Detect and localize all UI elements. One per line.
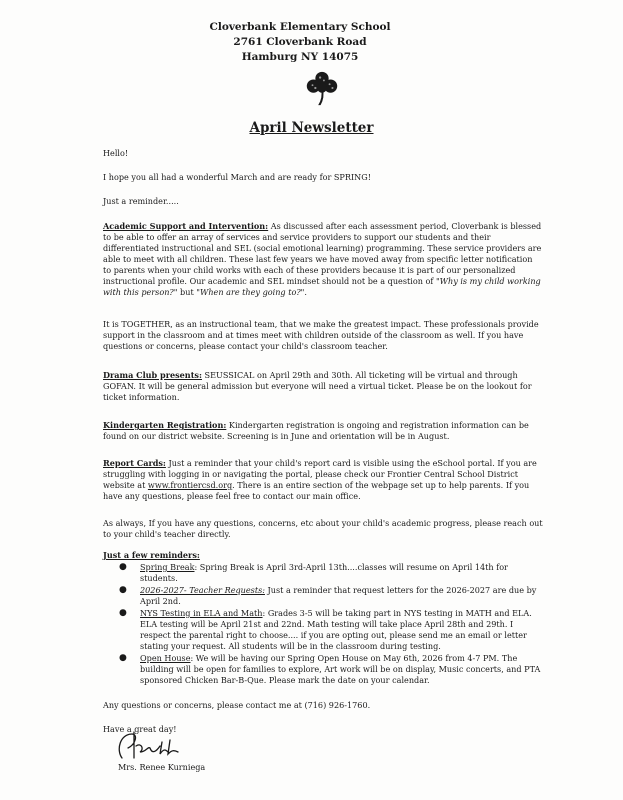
reminders-heading: [103, 550, 543, 561]
academic-section: [103, 221, 543, 298]
academic-end: ".: [300, 287, 307, 297]
greeting: Hello!: [103, 148, 129, 158]
reminders-list: [103, 562, 543, 687]
drama-section: [103, 370, 543, 403]
academic-body: As discussed after each assessment period, Cloverbank is blessed to be able to offer an array of services and service providers to support our students and their differentiated instructional and SEL (social emotional learning) programming. These service providers are able to meet with all children. These last few years we have moved away from specific letter notification to parents when your child works with each of these providers because it is part of our personalized instructional profile. Our academic and SEL mindset should not be a question of ": [103, 221, 542, 286]
reminder-label: Open House: [140, 653, 191, 663]
report-section: [103, 458, 543, 502]
bullet-icon: ●: [119, 585, 127, 595]
school-city: Hamburg NY 14075: [241, 51, 359, 63]
list-item: [103, 608, 543, 652]
bullet-icon: ●: [119, 562, 127, 572]
reminders-heading-text: Just a few reminders:: [103, 550, 200, 560]
together-paragraph: It is TOGETHER, as an instructional team, that we make the greatest impact. These professionals provide support in the classroom and at times meet with children outside of the classroom as well. If you have questions or concerns, please contact your child's classroom teacher.: [103, 319, 539, 351]
bullet-icon: ●: [119, 653, 127, 663]
signer-name: Mrs. Renee Kurniega: [118, 762, 206, 772]
closing-line: Have a great day!: [103, 724, 177, 734]
kindergarten-body: Kindergarten registration is ongoing and registration information can be found on our district website. Screening is in June and orientation will be in August.: [103, 420, 529, 441]
academic-question-2: When are they going to?: [200, 287, 301, 297]
intro-text: I hope you all had a wonderful March and are ready for SPRING!: [103, 172, 371, 182]
reminder-label: 2026-2027- Teacher Requests:: [140, 585, 265, 595]
bullet-icon: ●: [119, 608, 127, 618]
drama-body: SEUSSICAL on April 29th and 30th. All ticketing will be virtual and through GOFAN. It will be general admission but everyone will need a virtual ticket. Please be on the lookout for ticket information.: [103, 370, 532, 402]
reminder-label: NYS Testing in ELA and Math: [140, 608, 263, 618]
newsletter-title: April Newsletter: [249, 120, 374, 136]
reminder-text: : Spring Break is April 3rd-April 13th....classes will resume on April 14th for students.: [140, 562, 508, 583]
reminder-text: Just a reminder that request letters for the 2026-2027 are due by April 2nd.: [140, 585, 537, 606]
district-website-link[interactable]: www.frontiercsd.org: [147, 480, 233, 490]
report-body-1: Just a reminder that your child's report card is visible using the eSchool portal. If you are struggling with logging in or navigating the portal, please check our Frontier Central School District website at: [103, 458, 537, 490]
academic-heading: Academic Support and Intervention:: [103, 221, 269, 231]
report-body-2: . There is an entire section of the webpage set up to help parents. If you have any questions, please feel free to contact our main office.: [103, 480, 530, 501]
academic-mid: " but ": [173, 287, 201, 297]
report-heading: Report Cards:: [103, 458, 166, 468]
academic-question-1: Why is my child working with this person?: [103, 276, 541, 297]
kindergarten-heading: Kindergarten Registration:: [103, 420, 227, 430]
reminder-text: : We will be having our Spring Open House on May 6th, 2026 from 4-7 PM. The building will be open for families to explore, Art work will be on display, Music concerts, and PTA sponsored Chicken Bar-B-Que. Please mark the date on your calendar.: [140, 653, 541, 685]
questions-paragraph: As always, If you have any questions, concerns, etc about your child's academic progress, please reach out to your child's teacher directly.: [103, 518, 543, 539]
school-name: Cloverbank Elementary School: [209, 21, 391, 33]
list-item: [103, 585, 543, 607]
reminder-text: : Grades 3-5 will be taking part in NYS testing in MATH and ELA. ELA testing will be April 21st and 22nd. Math testing will take place April 28th and 29th. I respect the parental right to choose.... if you are opting out, please send me an email or letter stating your request. All students will be in the classroom during testing.: [140, 608, 532, 651]
drama-heading: Drama Club presents:: [103, 370, 202, 380]
reminder-intro: Just a reminder.....: [103, 196, 179, 206]
school-header: [200, 20, 400, 65]
list-item: [103, 653, 543, 686]
school-street: 2761 Cloverbank Road: [233, 36, 367, 48]
signature-icon: [112, 728, 192, 764]
kindergarten-section: [103, 420, 543, 442]
reminder-label: Spring Break: [140, 562, 195, 572]
contact-line: Any questions or concerns, please contact me at (716) 926-1760.: [103, 700, 371, 710]
shamrock-icon: [303, 68, 341, 108]
list-item: [103, 562, 543, 584]
